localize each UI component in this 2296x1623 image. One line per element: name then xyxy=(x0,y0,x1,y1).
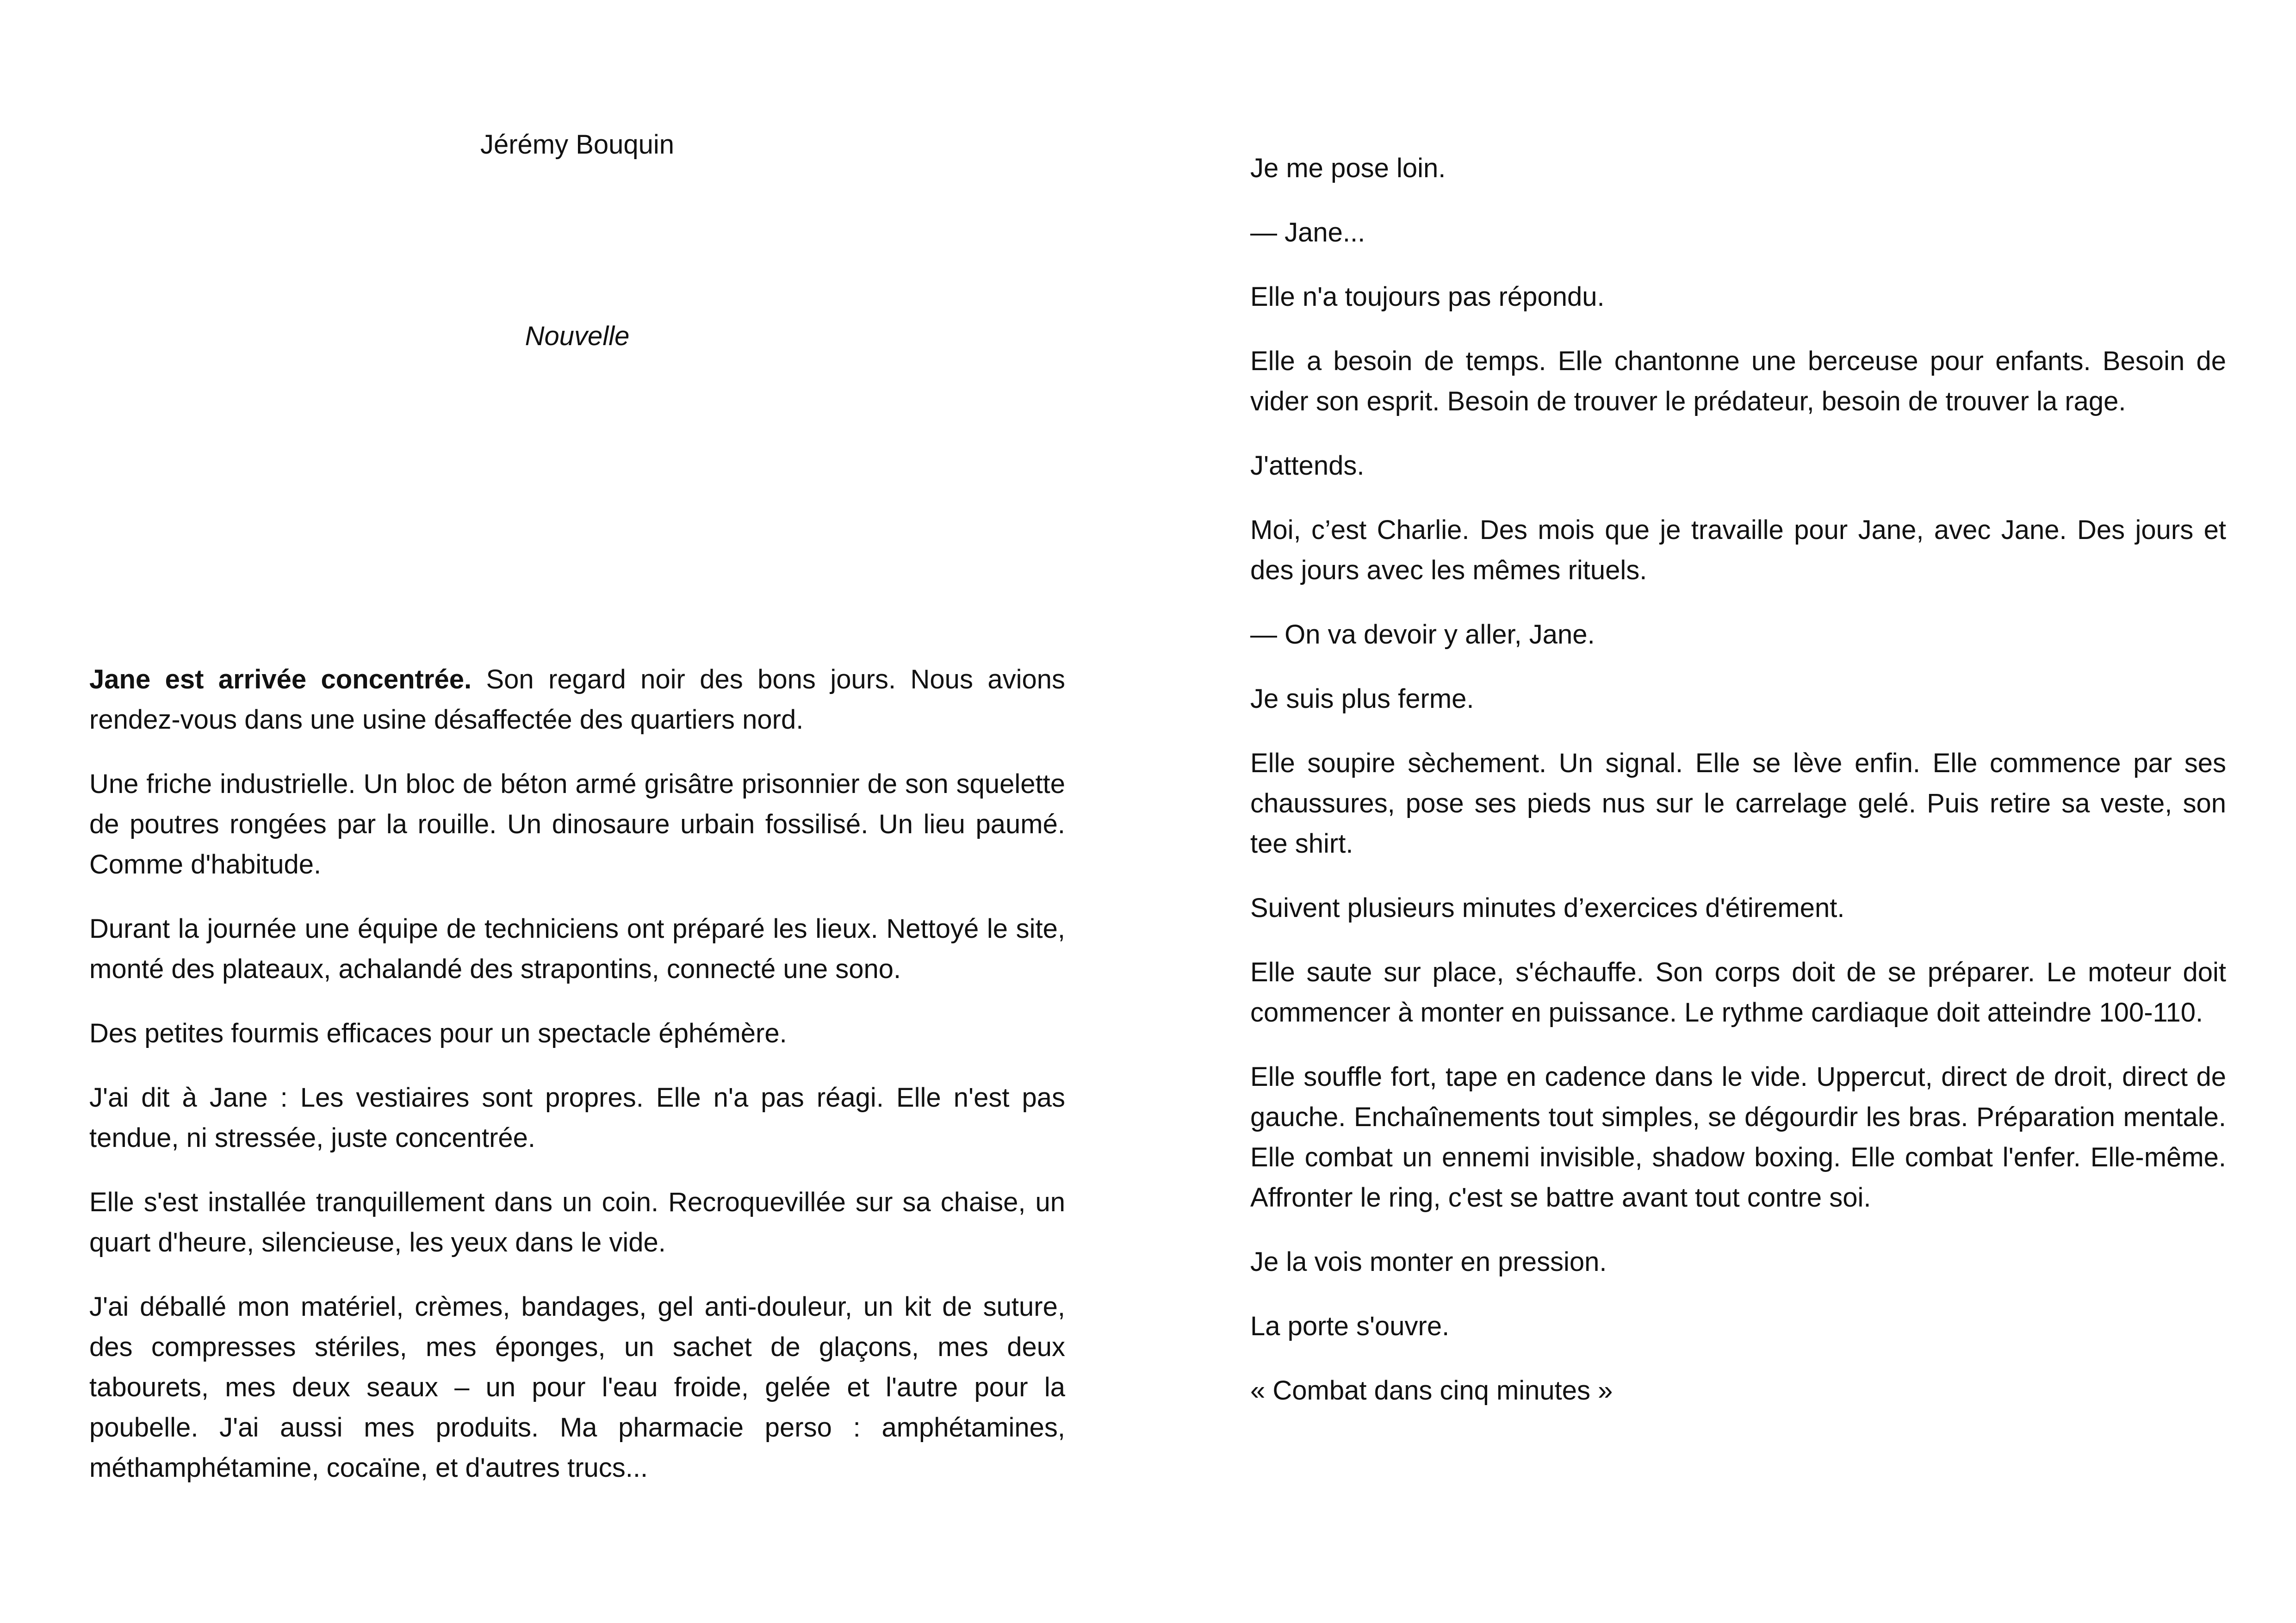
dialogue-line: — On va devoir y aller, Jane. xyxy=(1250,619,1595,650)
paragraph: J'ai déballé mon matériel, crèmes, bandages, gel anti-douleur, un kit de suture, des compresses stériles, mes éponges, un sachet de glaçons, mes deux tabourets, mes deux seaux – un pour l'eau froide, gelée et l'autre pour la poubelle. J'ai aussi mes produits. Ma pharmacie perso : amphétamines, méthamphétamine, cocaïne, et d'autres trucs... xyxy=(89,1292,1065,1483)
paragraph: Elle souffle fort, tape en cadence dans le vide. Uppercut, direct de droit, direct de gauche. Enchaînements tout simples, se dégourdir les bras. Préparation mentale. Elle combat un ennemi invisible, shadow boxing. Elle combat l'enfer. Elle-même. Affronter le ring, c'est se battre avant tout contre soi. xyxy=(1250,1062,2226,1213)
right-page xyxy=(1148,0,2296,1623)
paragraph: J'attends. xyxy=(1250,451,1365,481)
announcement: « Combat dans cinq minutes » xyxy=(1250,1375,1613,1406)
paragraph: La porte s'ouvre. xyxy=(1250,1311,1450,1341)
paragraph: J'ai dit à Jane : Les vestiaires sont propres. Elle n'a pas réagi. Elle n'est pas tendue, ni stressée, juste concentrée. xyxy=(89,1083,1065,1153)
paragraph: Suivent plusieurs minutes d’exercices d'étirement. xyxy=(1250,893,1845,923)
lead-in-bold: Jane est arrivée concentrée. xyxy=(89,664,472,694)
paragraph: Moi, c’est Charlie. Des mois que je travaille pour Jane, avec Jane. Des jours et des jours avec les mêmes rituels. xyxy=(1250,515,2226,585)
paragraph: Elle saute sur place, s'échauffe. Son corps doit de se préparer. Le moteur doit commencer à monter en puissance. Le rythme cardiaque doit atteindre 100-110. xyxy=(1250,957,2226,1028)
lead-in-rest: Son regard noir des bons jours. Nous avions rendez-vous dans une usine désaffectée des quartiers nord. xyxy=(89,664,1065,735)
paragraph: Des petites fourmis efficaces pour un spectacle éphémère. xyxy=(89,1018,787,1048)
paragraph: Je la vois monter en pression. xyxy=(1250,1247,1607,1277)
left-text-column xyxy=(89,659,1065,1512)
paragraph: Durant la journée une équipe de techniciens ont préparé les lieux. Nettoyé le site, monté des plateaux, achalandé des strapontins, connecté une sono. xyxy=(89,914,1065,984)
dialogue-line: — Jane... xyxy=(1250,217,1365,248)
paragraph: Je me pose loin. xyxy=(1250,153,1446,183)
paragraph xyxy=(89,659,1065,740)
paragraph: Je suis plus ferme. xyxy=(1250,684,1474,714)
paragraph: Elle s'est installée tranquillement dans un coin. Recroquevillée sur sa chaise, un quart d'heure, silencieuse, les yeux dans le vide. xyxy=(89,1187,1065,1258)
paragraph: Elle n'a toujours pas répondu. xyxy=(1250,282,1605,312)
paragraph: Elle a besoin de temps. Elle chantonne une berceuse pour enfants. Besoin de vider son esprit. Besoin de trouver le prédateur, besoin de trouver la rage. xyxy=(1250,346,2226,416)
right-text-column xyxy=(1250,148,2226,1435)
paragraph: Elle soupire sèchement. Un signal. Elle se lève enfin. Elle commence par ses chaussures, pose ses pieds nus sur le carrelage gelé. Puis retire sa veste, son tee shirt. xyxy=(1250,748,2226,859)
paragraph: Une friche industrielle. Un bloc de béton armé grisâtre prisonnier de son squelette de poutres rongées par la rouille. Un dinosaure urbain fossilisé. Un lieu paumé. Comme d'habitude. xyxy=(89,769,1065,880)
genre-label: Nouvelle xyxy=(525,321,630,351)
author-name: Jérémy Bouquin xyxy=(480,130,675,160)
